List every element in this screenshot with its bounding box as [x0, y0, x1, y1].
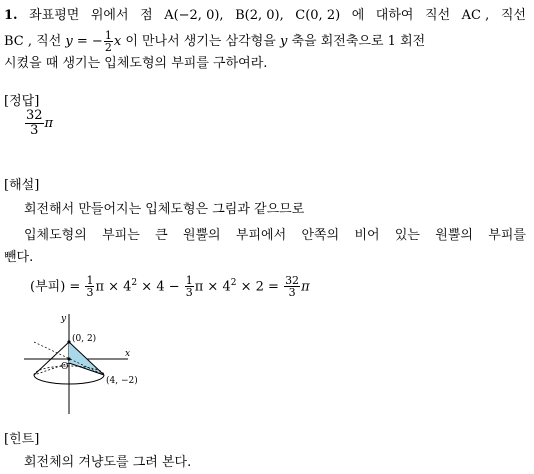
text: 이 만나서 생기는 삼각형을 — [125, 34, 276, 49]
solution-line-2 — [24, 228, 526, 244]
problem-line-2 — [4, 30, 526, 53]
word: 원뿔의 — [182, 228, 221, 243]
solution-line-3: 뺀다. — [4, 250, 34, 265]
hint-header: [힌트] — [4, 432, 40, 447]
fraction — [85, 275, 94, 298]
point-p-label: (4, −2) — [106, 376, 138, 386]
word: 직선 — [425, 8, 451, 23]
text: BC , 직선 — [4, 34, 62, 49]
point-c-label: (0, 2) — [72, 334, 97, 344]
word: 대하여 — [375, 8, 414, 23]
pi: π — [301, 279, 310, 295]
word: 비어 — [354, 228, 380, 243]
word: 있는 — [394, 228, 420, 243]
word: 큰 — [155, 228, 168, 243]
equals: = − — [76, 34, 103, 49]
answer-fraction — [25, 109, 44, 138]
numerator: 32 — [26, 108, 43, 123]
fraction — [104, 30, 113, 53]
exponent: 2 — [131, 278, 138, 288]
exponent: 2 — [230, 278, 237, 288]
y-axis-label: y — [61, 314, 67, 324]
word: A(−2, 0), — [164, 8, 224, 23]
word: 안쪽의 — [301, 228, 340, 243]
pi: π — [44, 116, 54, 131]
point-c — [67, 340, 70, 343]
word: 점 — [140, 8, 153, 23]
denominator: 3 — [30, 123, 39, 138]
word: 에 — [351, 8, 365, 23]
solution-formula — [30, 266, 310, 304]
solution-header: [해설] — [4, 178, 40, 193]
answer-value — [24, 108, 53, 140]
term: × 4 − — [137, 279, 180, 295]
term: π × 4 — [194, 279, 231, 295]
word: B(2, 0), — [235, 8, 284, 23]
denominator: 3 — [288, 286, 296, 300]
denominator: 3 — [86, 286, 94, 300]
denominator: 2 — [104, 41, 112, 54]
word: 부피에서 — [235, 228, 287, 243]
word: 위에서 — [90, 8, 129, 23]
word: 부피는 — [102, 228, 140, 243]
term: π × 4 — [95, 279, 132, 295]
formula-lhs: (부피) = — [30, 279, 81, 295]
word: 원뿔의 — [435, 228, 473, 243]
answer-header: [정답] — [4, 94, 40, 109]
numerator: 1 — [86, 274, 94, 288]
word: 부피를 — [488, 228, 526, 243]
result-fraction — [284, 275, 300, 298]
fraction — [185, 275, 194, 298]
text: 축을 회전축으로 1 회전 — [291, 34, 426, 49]
word: AC , — [461, 8, 490, 23]
numerator: 1 — [185, 274, 193, 288]
problem-number: 1. — [4, 8, 18, 23]
numerator: 1 — [104, 29, 112, 42]
numerator: 32 — [285, 274, 300, 288]
point-o — [67, 357, 70, 360]
denominator: 3 — [185, 286, 193, 300]
var-x: x — [113, 34, 122, 49]
problem-line-3: 시켰을 때 생기는 입체도형의 부피를 구하여라. — [4, 56, 268, 71]
var-y: y — [65, 34, 73, 49]
origin-label: O — [61, 362, 69, 372]
word: 입체도형의 — [24, 228, 87, 243]
word: C(0, 2) — [295, 8, 341, 23]
word: 직선 — [500, 8, 526, 23]
term: × 2 = — [236, 279, 279, 295]
cone-figure — [20, 308, 180, 418]
x-axis-label: x — [125, 349, 131, 359]
hint-line-1: 회전체의 겨냥도를 그려 본다. — [24, 455, 192, 470]
var-y: y — [280, 34, 288, 49]
problem-line-1 — [4, 8, 526, 24]
solution-line-1: 회전해서 만들어지는 입체도형은 그림과 같으므로 — [24, 202, 305, 217]
word: 좌표평면 — [29, 8, 80, 23]
